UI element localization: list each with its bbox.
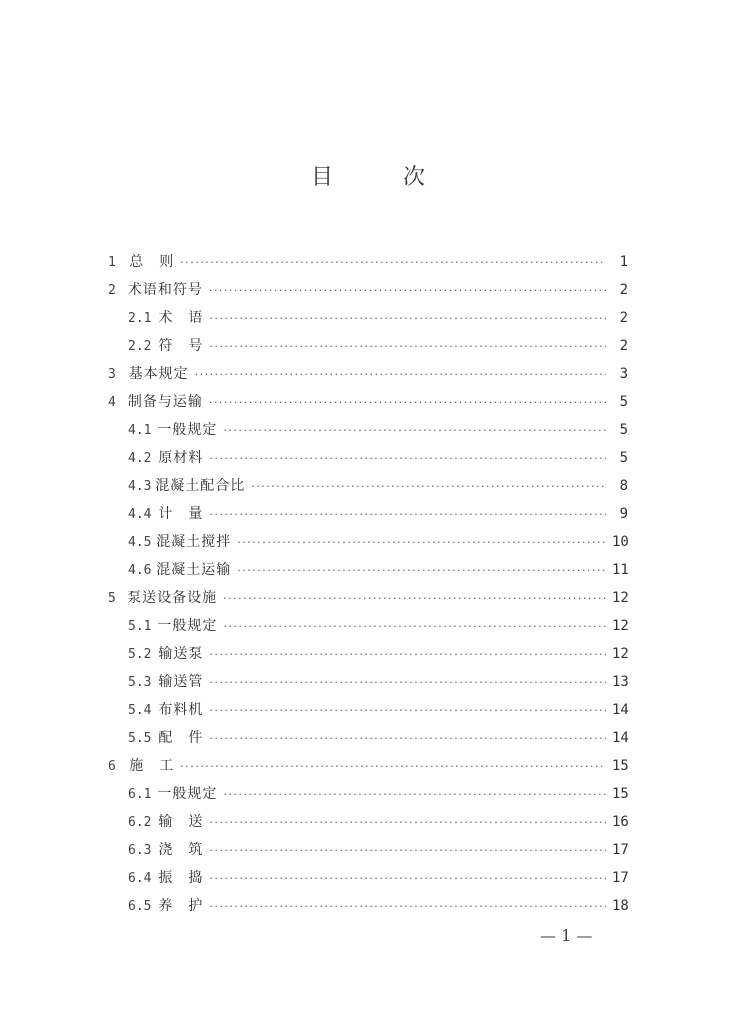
toc-leader-dots <box>209 697 606 725</box>
toc-entry-6[interactable] <box>108 752 628 780</box>
toc-entry-label: 配 件 <box>158 730 204 746</box>
toc-entry-page: 5 <box>619 422 628 438</box>
toc-entry-label: 符 号 <box>158 338 204 354</box>
toc-entry-number: 4.6 <box>128 563 152 578</box>
toc-entry-2-2[interactable] <box>108 332 628 360</box>
toc-entry-label: 混凝土搅拌 <box>156 534 232 550</box>
toc-entry-page: 17 <box>612 842 629 858</box>
toc-entry-2[interactable] <box>108 276 628 304</box>
toc-leader-dots <box>251 473 606 501</box>
toc-entry-number: 5.4 <box>128 703 152 718</box>
toc-leader-dots <box>209 641 606 669</box>
toc-leader-dots <box>237 529 606 557</box>
toc-leader-dots <box>209 725 606 753</box>
toc-entry-page: 2 <box>619 310 628 326</box>
toc-entry-page: 8 <box>619 478 628 494</box>
toc-entry-page: 2 <box>619 282 628 298</box>
toc-entry-number: 6.5 <box>128 899 152 914</box>
toc-entry-label: 输送管 <box>158 674 204 690</box>
toc-entry-number: 6.2 <box>128 815 152 830</box>
toc-entry-4-3[interactable] <box>108 472 628 500</box>
toc-entry-label: 一般规定 <box>157 422 218 438</box>
toc-entry-5-2[interactable] <box>108 640 628 668</box>
toc-entry-page: 12 <box>612 590 629 606</box>
toc-entry-3[interactable] <box>108 360 628 388</box>
toc-entry-number: 6.4 <box>128 871 152 886</box>
toc-entry-number: 1 <box>108 255 116 270</box>
toc-entry-page: 18 <box>612 898 629 914</box>
toc-entry-1[interactable] <box>108 248 628 276</box>
toc-entry-4[interactable] <box>108 388 628 416</box>
toc-entry-number: 6 <box>108 759 116 774</box>
toc-entry-label: 泵送设备设施 <box>127 590 218 606</box>
toc-entry-label: 养 护 <box>158 898 204 914</box>
toc-entry-number: 2.1 <box>128 311 152 326</box>
toc-entry-5-1[interactable] <box>108 612 628 640</box>
toc-leader-dots <box>180 753 606 781</box>
toc-entry-page: 16 <box>612 814 629 830</box>
toc-leader-dots <box>209 837 606 865</box>
toc-entry-4-1[interactable] <box>108 416 628 444</box>
toc-entry-5[interactable] <box>108 584 628 612</box>
toc-entry-number: 4.3 <box>128 479 152 494</box>
toc-entry-6-2[interactable] <box>108 808 628 836</box>
toc-entry-number: 5.3 <box>128 675 152 690</box>
toc-entry-label: 振 捣 <box>158 870 204 886</box>
toc-entry-label: 原材料 <box>158 450 204 466</box>
toc-entry-page: 14 <box>612 730 629 746</box>
toc-leader-dots <box>223 417 606 445</box>
toc-entry-4-4[interactable] <box>108 500 628 528</box>
toc-entry-label: 基本规定 <box>128 366 189 382</box>
toc-entry-number: 6.3 <box>128 843 152 858</box>
toc-leader-dots <box>209 893 606 921</box>
toc-entry-page: 13 <box>612 674 629 690</box>
toc-entry-label: 制备与运输 <box>127 394 203 410</box>
toc-entry-6-4[interactable] <box>108 864 628 892</box>
toc-entry-number: 5.1 <box>128 619 152 634</box>
toc-entry-number: 6.1 <box>128 787 152 802</box>
toc-entry-page: 11 <box>612 562 629 578</box>
toc-entry-page: 17 <box>612 870 629 886</box>
toc-entry-page: 15 <box>612 758 629 774</box>
toc-entry-4-2[interactable] <box>108 444 628 472</box>
toc-entry-page: 2 <box>619 338 628 354</box>
toc-entry-page: 1 <box>619 254 628 270</box>
page-title: 目 次 <box>310 165 449 190</box>
toc-entry-4-6[interactable] <box>108 556 628 584</box>
toc-leader-dots <box>223 613 606 641</box>
toc-entry-number: 4.4 <box>128 507 152 522</box>
toc-leader-dots <box>195 361 606 389</box>
toc-leader-dots <box>209 333 606 361</box>
toc-entry-label: 一般规定 <box>157 786 218 802</box>
toc-leader-dots <box>223 585 606 613</box>
toc-leader-dots <box>223 781 606 809</box>
toc-entry-5-3[interactable] <box>108 668 628 696</box>
toc-entry-number: 5.2 <box>128 647 152 662</box>
toc-entry-6-5[interactable] <box>108 892 628 920</box>
toc-entry-page: 10 <box>612 534 629 550</box>
toc-entry-label: 计 量 <box>158 506 204 522</box>
toc-entry-label: 施 工 <box>129 758 175 774</box>
toc-entry-number: 5 <box>108 591 116 606</box>
toc-entry-number: 4.5 <box>128 535 152 550</box>
toc-entry-number: 3 <box>108 367 116 382</box>
toc-leader-dots <box>209 809 606 837</box>
toc-entry-number: 5.5 <box>128 731 152 746</box>
toc-entry-label: 布料机 <box>158 702 204 718</box>
toc-entry-number: 4.1 <box>128 423 152 438</box>
toc-entry-label: 混凝土运输 <box>156 562 232 578</box>
toc-entry-number: 2.2 <box>128 339 152 354</box>
toc-entry-label: 总 则 <box>129 254 175 270</box>
toc-entry-2-1[interactable] <box>108 304 628 332</box>
toc-entry-label: 浇 筑 <box>158 842 204 858</box>
toc-entry-page: 12 <box>612 646 629 662</box>
toc-leader-dots <box>209 669 606 697</box>
toc-entry-4-5[interactable] <box>108 528 628 556</box>
toc-entry-5-4[interactable] <box>108 696 628 724</box>
toc-entry-label: 术 语 <box>158 310 204 326</box>
page-number-footer: — 1 — <box>540 926 593 945</box>
table-of-contents <box>108 248 628 920</box>
toc-entry-number: 4 <box>108 395 116 410</box>
toc-leader-dots <box>209 305 606 333</box>
toc-entry-page: 9 <box>619 506 628 522</box>
toc-entry-page: 14 <box>612 702 629 718</box>
toc-entry-page: 15 <box>612 786 629 802</box>
toc-entry-number: 4.2 <box>128 451 152 466</box>
toc-entry-5-5[interactable] <box>108 724 628 752</box>
toc-entry-page: 12 <box>612 618 629 634</box>
toc-entry-page: 3 <box>619 366 628 382</box>
toc-entry-label: 术语和符号 <box>127 282 203 298</box>
toc-leader-dots <box>209 277 606 305</box>
toc-entry-number: 2 <box>108 283 116 298</box>
toc-leader-dots <box>209 445 606 473</box>
toc-entry-label: 输 送 <box>158 814 204 830</box>
toc-entry-label: 一般规定 <box>157 618 218 634</box>
toc-leader-dots <box>180 249 606 277</box>
toc-leader-dots <box>209 501 606 529</box>
toc-leader-dots <box>237 557 606 585</box>
toc-entry-page: 5 <box>619 394 628 410</box>
toc-entry-6-1[interactable] <box>108 780 628 808</box>
toc-entry-page: 5 <box>619 450 628 466</box>
toc-entry-label: 混凝土配合比 <box>155 478 246 494</box>
toc-entry-6-3[interactable] <box>108 836 628 864</box>
toc-entry-label: 输送泵 <box>158 646 204 662</box>
toc-leader-dots <box>209 389 606 417</box>
toc-leader-dots <box>209 865 606 893</box>
